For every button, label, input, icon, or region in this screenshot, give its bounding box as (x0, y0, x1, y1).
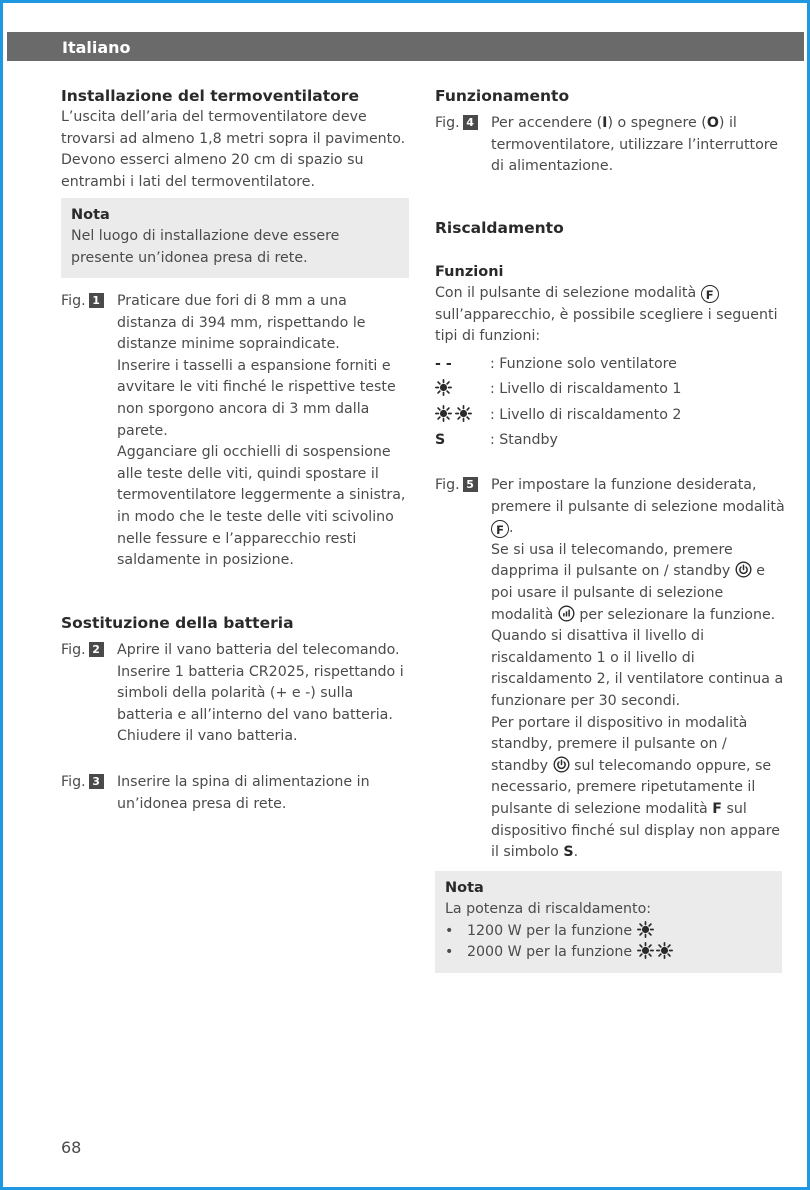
mode-row: : Livello di riscaldamento 1 (435, 377, 787, 403)
heat-level-2-icon (637, 942, 654, 959)
install-note (61, 198, 409, 278)
fig-label: Fig. 5 (435, 475, 491, 864)
mode-row: S : Standby (435, 428, 787, 454)
fig4-text: Per accendere (I) o spegnere (O) il termoventilatore, utilizzare l’interruttore di alimentazione. (491, 115, 779, 175)
fig1-step3: Agganciare gli occhielli di sospensione alle teste delle viti, quindi spostare il termoventilatore leggermente a sinistra, in modo che le teste delle viti scivolino nelle fessure e l’apparecchio resti saldamente in posizione. (117, 444, 406, 569)
fig-label: Fig. 3 (61, 772, 117, 815)
fan-only-icon: - - (435, 355, 452, 372)
fig5-block (435, 475, 787, 864)
battery-section (61, 612, 411, 634)
fig-number: 4 (463, 115, 478, 130)
fig-label: Fig. 2 (61, 640, 117, 748)
install-title: Installazione del termoventilatore (61, 87, 359, 105)
note-intro: La potenza di riscaldamento: (445, 901, 652, 917)
off-key: O (706, 115, 719, 131)
list-item: • 2000 W per la funzione (445, 942, 772, 964)
fig2-block (61, 640, 411, 748)
fig-label: Fig. 1 (61, 291, 117, 572)
note-text: Nel luogo di installazione deve essere presente un’idonea presa di rete. (71, 228, 340, 266)
power-note (435, 871, 782, 973)
fig4-block (435, 113, 787, 178)
fig5-step3: Quando si disattiva il livello di riscaldamento 1 o il livello di riscaldamento 2, il ventilatore continua a funzionare per 30 secondi. (491, 628, 784, 709)
functions-section (435, 261, 787, 454)
language-label: Italiano (62, 38, 131, 57)
mode-row: - - : Funzione solo ventilatore (435, 352, 787, 378)
fig3-block (61, 772, 411, 815)
fig-number: 5 (463, 477, 478, 492)
mode-bars-icon (558, 605, 575, 622)
fig-label: Fig. 4 (435, 113, 491, 178)
heat-level-2-icon (656, 942, 673, 959)
operation-title: Funzionamento (435, 87, 570, 105)
fig-number: 3 (89, 774, 104, 789)
heat-level-1-icon (637, 921, 654, 938)
functions-text: Con il pulsante di selezione modalità F sull’apparecchio, è possibile scegliere i seguenti tipi di funzioni: (435, 285, 778, 345)
heating-title: Riscaldamento (435, 219, 564, 237)
functions-title: Funzioni (435, 264, 504, 280)
language-bar (7, 32, 804, 61)
fig1-block (61, 291, 411, 572)
standby-s-icon: S (435, 432, 446, 449)
fig-number: 1 (89, 293, 104, 308)
install-text: L’uscita dell’aria del termoventilatore deve trovarsi ad almeno 1,8 metri sopra il pavimento. Devono esserci almeno 20 cm di spazio su entrambi i lati del termoventilatore. (61, 109, 406, 190)
fig2-step: Aprire il vano batteria del telecomando. Inserire 1 batteria CR2025, rispettando i simboli della polarità (+ e -) sulla batteria e all’interno del vano batteria. Chiudere il vano batteria. (117, 642, 404, 745)
install-section (61, 85, 411, 193)
fig5-step1: Per impostare la funzione desiderata, premere il pulsante di selezione modalità F . (491, 477, 785, 538)
battery-title: Sostituzione della batteria (61, 614, 294, 632)
mode-f-icon: F (701, 285, 719, 303)
note-title: Nota (445, 880, 484, 896)
fig1-step2: Inserire i tasselli a espansione forniti e avvitare le viti finché le rispettive teste non sporgono ancora di 3 mm dalla parete. (117, 357, 396, 439)
power-list (445, 921, 772, 964)
fig3-step: Inserire la spina di alimentazione in un’idonea presa di rete. (117, 774, 370, 812)
heat-level-2-icon (435, 403, 490, 429)
power-icon (735, 561, 752, 578)
page-number: 68 (61, 1138, 82, 1157)
power-icon (553, 756, 570, 773)
heating-section (435, 217, 787, 239)
list-item: • 1200 W per la funzione (445, 921, 772, 943)
on-key: I (602, 115, 608, 131)
mode-f-icon: F (491, 520, 509, 538)
mode-row: : Livello di riscaldamento 2 (435, 403, 787, 429)
heat-level-1-icon (435, 377, 490, 403)
note-title: Nota (71, 207, 110, 223)
fig-number: 2 (89, 642, 104, 657)
fig5-step4: Per portare il dispositivo in modalità standby, premere il pulsante on / standby sul telecomando oppure, se necessario, premere ripetutamente il pulsante di selezione modalità F sul dispositivo finché sul display non appare il simbolo S. (491, 714, 780, 861)
fig5-step2: Se si usa il telecomando, premere dapprima il pulsante on / standby e poi usare il pulsante di selezione modalità per selezionare la funzione. (491, 541, 776, 623)
operation-section (435, 85, 787, 107)
modes-list (435, 352, 787, 454)
fig1-step1: Praticare due fori di 8 mm a una distanza di 394 mm, rispettando le distanze minime sopraindicate. (117, 293, 366, 353)
